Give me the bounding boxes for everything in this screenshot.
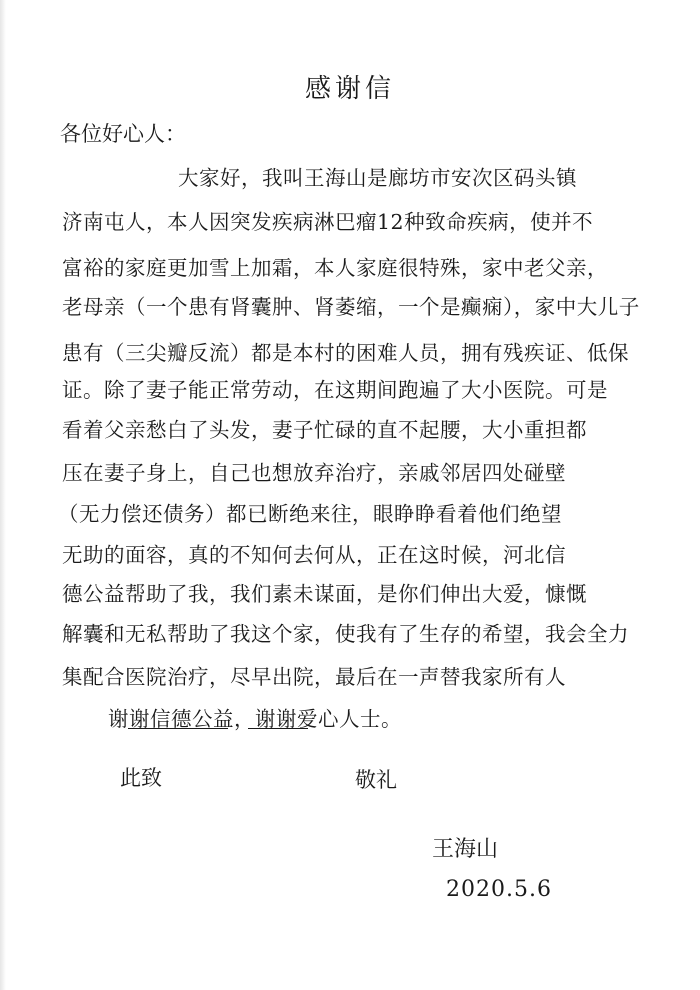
underline-mark	[248, 728, 308, 729]
body-line: （无力偿还债务）都已断绝来往，眼睁睁看着他们绝望	[58, 502, 562, 526]
body-line: 德公益帮助了我，我们素未谋面，是你们伸出大爱，慷慨	[62, 582, 587, 606]
body-line: 压在妻子身上，自己也想放弃治疗，亲戚邻居四处碰壁	[62, 461, 566, 485]
body-line: 无助的面容，真的不知何去何从，正在这时候，河北信	[62, 543, 566, 567]
body-line: 老母亲（一个患有肾囊肿、肾萎缩，一个是癫痫），家中大儿子	[62, 295, 640, 319]
body-line: 济南屯人，本人因突发疾病淋巴瘤12种致命疾病，使并不	[62, 210, 594, 234]
body-line: 集配合医院治疗，尽早出院，最后在一声替我家所有人	[62, 665, 566, 689]
body-line: 患有（三尖瓣反流）都是本村的困难人员，拥有残疾证、低保	[62, 341, 629, 365]
closing-jing-li: 敬礼	[355, 768, 397, 792]
body-line: 大家好，我叫王海山是廊坊市安次区码头镇	[178, 166, 577, 190]
body-line: 证。除了妻子能正常劳动，在这期间跑遍了大小医院。可是	[62, 378, 608, 402]
page-edge-shadow	[0, 0, 6, 990]
body-line: 解囊和无私帮助了我这个家，使我有了生存的希望，我会全力	[62, 622, 629, 646]
closing-ci-zhi: 此致	[120, 766, 162, 790]
letter-salutation: 各位好心人：	[60, 122, 186, 146]
letter-date: 2020.5.6	[446, 877, 552, 902]
body-line: 谢谢信德公益，谢谢爱心人士。	[108, 707, 402, 731]
signature: 王海山	[432, 837, 499, 862]
letter-title: 感谢信	[304, 74, 395, 104]
body-line: 看着父亲愁白了头发，妻子忙碌的直不起腰，大小重担都	[62, 418, 587, 442]
body-line: 富裕的家庭更加雪上加霜，本人家庭很特殊，家中老父亲，	[62, 256, 608, 280]
underline-mark	[128, 728, 228, 729]
